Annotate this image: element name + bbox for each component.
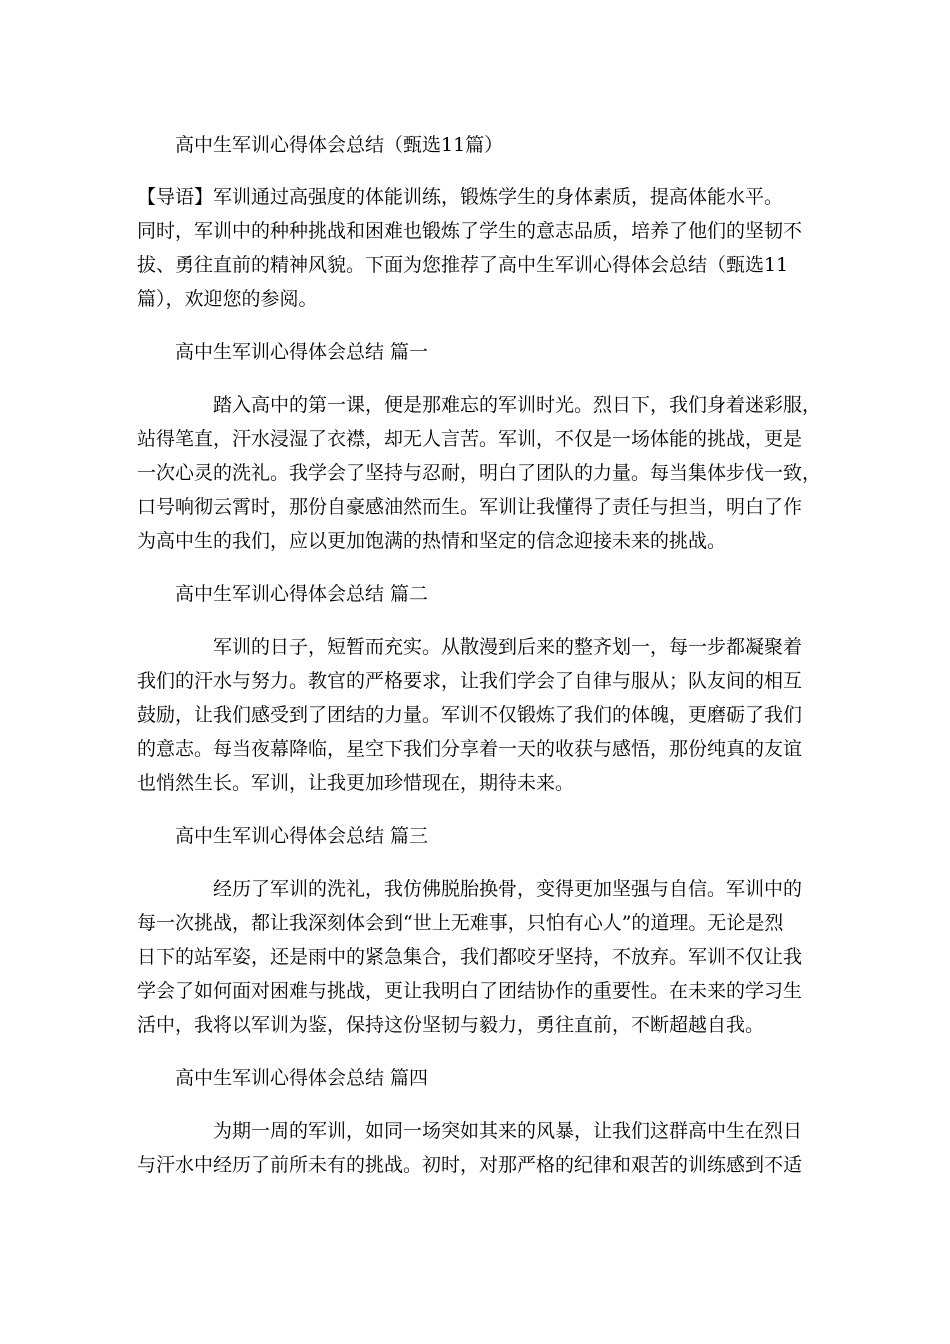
intro-paragraph <box>137 180 827 316</box>
section-paragraph <box>137 1114 827 1182</box>
intro-line: 同时，军训中的种种挑战和困难也锻炼了学生的意志品质，培养了他们的坚韧不 <box>137 220 803 242</box>
spacer <box>137 369 827 388</box>
intro-line: 篇），欢迎您的参阅。 <box>137 288 318 310</box>
paragraph-line: 军训的日子，短暂而充实。从散漫到后来的整齐划一，每一步都凝聚着 <box>213 636 803 658</box>
section-paragraph <box>137 872 827 1042</box>
spacer <box>137 611 827 630</box>
document-page <box>137 128 827 1182</box>
section-heading: 高中生军训心得体会总结 篇一 <box>175 341 429 363</box>
paragraph-line: 口号响彻云霄时，那份自豪感油然而生。军训让我懂得了责任与担当，明白了作 <box>137 496 803 518</box>
spacer <box>137 853 827 872</box>
paragraph-line: 经历了军训的洗礼，我仿佛脱胎换骨，变得更加坚强与自信。军训中的 <box>213 878 803 900</box>
paragraph-line: 我们的汗水与努力。教官的严格要求，让我们学会了自律与服从；队友间的相互 <box>137 670 803 692</box>
paragraph-line: 为高中生的我们，应以更加饱满的热情和坚定的信念迎接未来的挑战。 <box>137 530 727 552</box>
document-title: 高中生军训心得体会总结（甄选11篇） <box>175 134 504 156</box>
paragraph-line: 学会了如何面对困难与挑战，更让我明白了团结协作的重要性。在未来的学习生 <box>137 980 803 1002</box>
section-heading: 高中生军训心得体会总结 篇三 <box>175 825 429 847</box>
paragraph-line: 为期一周的军训，如同一场突如其来的风暴，让我们这群高中生在烈日 <box>213 1120 803 1142</box>
paragraph-line: 站得笔直，汗水浸湿了衣襟，却无人言苦。军训，不仅是一场体能的挑战，更是 <box>137 428 803 450</box>
section-heading: 高中生军训心得体会总结 篇四 <box>175 1067 429 1089</box>
section-paragraph <box>137 630 827 800</box>
paragraph-line: 鼓励，让我们感受到了团结的力量。军训不仅锻炼了我们的体魄，更磨砺了我们 <box>137 704 803 726</box>
paragraph-line: 活中，我将以军训为鉴，保持这份坚韧与毅力，勇往直前，不断超越自我。 <box>137 1014 765 1036</box>
paragraph-line: 日下的站军姿，还是雨中的紧急集合，我们都咬牙坚持，不放弃。军训不仅让我 <box>137 946 803 968</box>
intro-line: 【导语】军训通过高强度的体能训练，锻炼学生的身体素质，提高体能水平。 <box>137 186 784 208</box>
spacer <box>137 1042 827 1061</box>
paragraph-line: 也悄然生长。军训，让我更加珍惜现在，期待未来。 <box>137 772 575 794</box>
intro-line: 拔、勇往直前的精神风貌。下面为您推荐了高中生军训心得体会总结（甄选11 <box>137 254 789 276</box>
paragraph-line: 与汗水中经历了前所未有的挑战。初时，对那严格的纪律和艰苦的训练感到不适 <box>137 1154 803 1176</box>
paragraph-line: 一次心灵的洗礼。我学会了坚持与忍耐，明白了团队的力量。每当集体步伐一致， <box>137 462 822 484</box>
spacer <box>137 1095 827 1114</box>
spacer <box>137 558 827 577</box>
spacer <box>137 800 827 819</box>
spacer <box>137 316 827 335</box>
spacer <box>137 162 827 180</box>
paragraph-line: 的意志。每当夜幕降临，星空下我们分享着一天的收获与感悟，那份纯真的友谊 <box>137 738 803 760</box>
paragraph-line: 每一次挑战，都让我深刻体会到“世上无难事，只怕有心人”的道理。无论是烈 <box>137 912 784 934</box>
section-heading: 高中生军训心得体会总结 篇二 <box>175 583 429 605</box>
paragraph-line: 踏入高中的第一课，便是那难忘的军训时光。烈日下，我们身着迷彩服， <box>213 394 822 416</box>
section-paragraph <box>137 388 827 558</box>
